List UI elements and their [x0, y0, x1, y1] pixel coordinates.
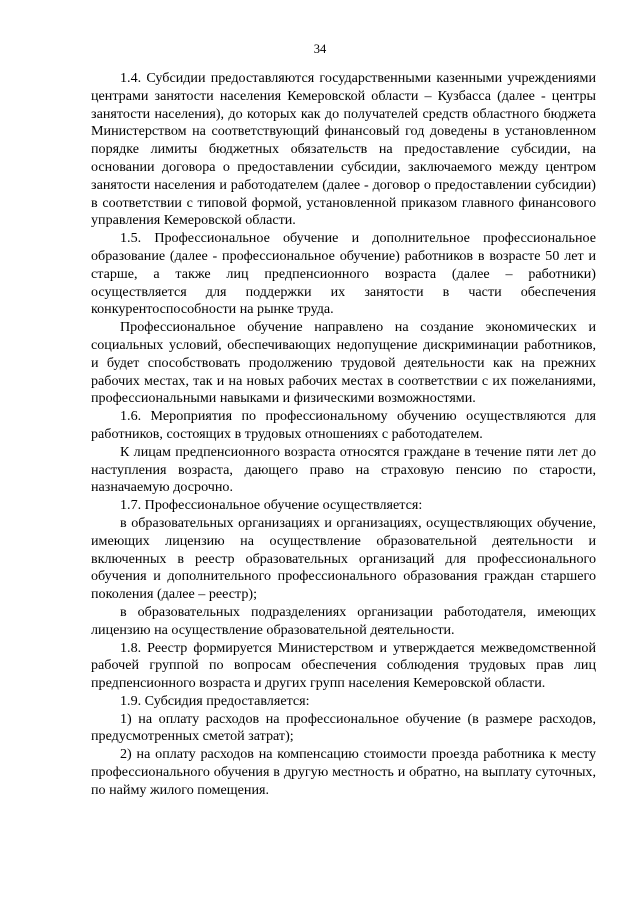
document-body: [91, 70, 596, 800]
paragraph-1-5-professional-training: 1.5. Профессиональное обучение и дополнительное профессиональное образование (далее - профессиональное обучение) работников в возрасте 50 лет и старше, а также лиц предпенсионного возраста (далее – работники) осуществляется для поддержки их занятости в части обеспечения конкурентоспособности на рынке труда.: [91, 230, 596, 318]
page-number: 34: [313, 42, 327, 56]
paragraph-pre-retirement-definition: К лицам предпенсионного возраста относятся граждане в течение пяти лет до наступления возраста, дающего право на страховую пенсию по старости, назначаемую досрочно.: [91, 443, 596, 496]
paragraph-1-8-registry: 1.8. Реестр формируется Министерством и утверждается межведомственной рабочей группой по вопросам обеспечения соблюдения трудовых прав лиц предпенсионного возраста и других групп населения Кемеровской области.: [91, 639, 596, 692]
paragraph-employer-subdivisions: в образовательных подразделениях организации работодателя, имеющих лицензию на осуществление образовательной деятельности.: [91, 603, 596, 638]
paragraph-training-purpose: Профессиональное обучение направлено на создание экономических и социальных условий, обеспечивающих недопущение дискриминации работников, и будет способствовать продолжению трудовой деятельности как на прежних рабочих местах, так и на новых рабочих местах в соответствии с их пожеланиями, профессиональными навыками и физическими возможностями.: [91, 319, 596, 407]
paragraph-1-6-activities: 1.6. Мероприятия по профессиональному обучению осуществляются для работников, состоящих в трудовых отношениях с работодателем.: [91, 408, 596, 442]
paragraph-educational-organizations: в образовательных организациях и организациях, осуществляющих обучение, имеющих лицензию на осуществление образовательной деятельности и включенных в реестр образовательных организаций для профессионального обучения и дополнительного профессионального образования граждан старшего поколения (далее – реестр);: [91, 514, 596, 603]
paragraph-1-4-subsidy-providers: 1.4. Субсидии предоставляются государственными казенными учреждениями центрами занятости населения Кемеровской области – Кузбасса (далее - центры занятости населения), до которых как до получателей средств областного бюджета Министерством на соответствующий финансовый год доведены в установленном порядке лимиты бюджетных обязательств на предоставление субсидии, на основании договора о предоставлении субсидии, заключаемого между центром занятости населения и работодателем (далее - договор о предоставлении субсидии) в соответствии с типовой формой, установленной приказом главного финансового управления Кемеровской области.: [91, 70, 596, 229]
paragraph-1-7-training-venues: 1.7. Профессиональное обучение осуществляется:: [120, 497, 423, 514]
paragraph-subsidy-item-2: 2) на оплату расходов на компенсацию стоимости проезда работника к месту профессионального обучения в другую местность и обратно, на выплату суточных, по найму жилого помещения.: [91, 746, 596, 798]
paragraph-subsidy-item-1: 1) на оплату расходов на профессиональное обучение (в размере расходов, предусмотренных сметой затрат);: [91, 710, 596, 745]
paragraph-1-9-subsidy-purpose: 1.9. Субсидия предоставляется:: [120, 692, 310, 709]
